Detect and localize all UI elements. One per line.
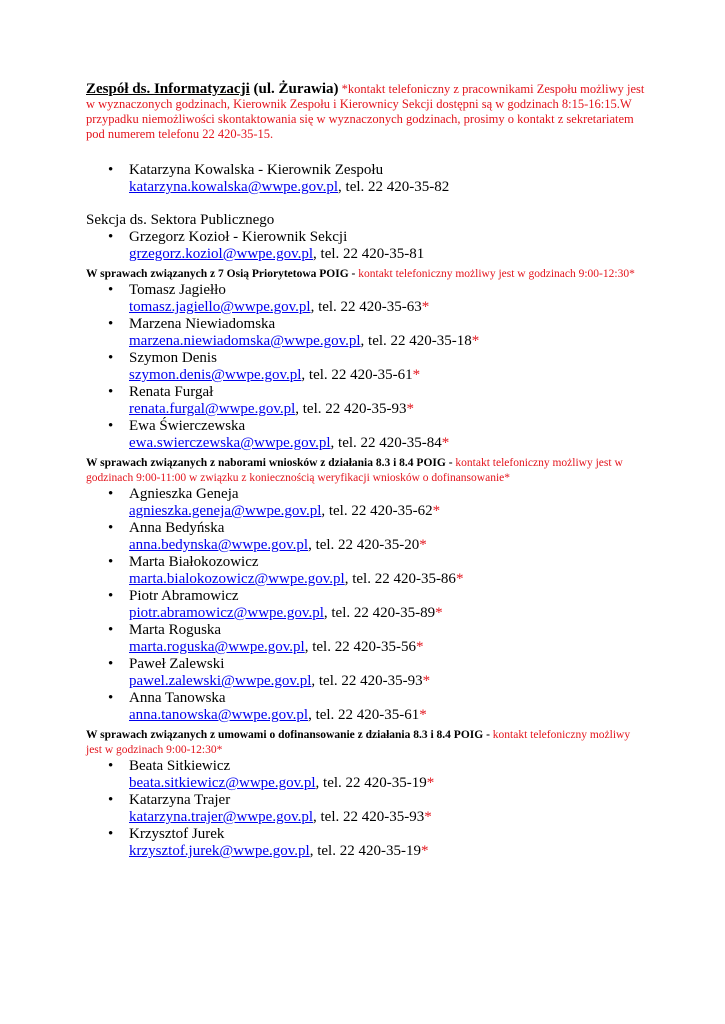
email-link[interactable]: anna.tanowska@wwpe.gov.pl	[129, 707, 309, 723]
asterisk: *	[426, 775, 435, 791]
asterisk: *	[421, 299, 430, 315]
bullet-icon: •	[108, 486, 114, 502]
asterisk: *	[412, 367, 421, 383]
bullet-icon: •	[108, 588, 114, 604]
person-name: Tomasz Jagiełło	[129, 282, 226, 298]
list-item	[86, 690, 646, 724]
list-item	[86, 656, 646, 690]
person-name: Beata Sitkiewicz	[129, 758, 231, 774]
title-location: (ul. Żurawia)	[249, 81, 339, 97]
list-item	[86, 350, 646, 384]
title-underlined: Zespół ds. Informatyzacji	[86, 81, 250, 97]
email-link[interactable]: katarzyna.kowalska@wwpe.gov.pl	[129, 179, 339, 195]
asterisk: *	[424, 809, 432, 825]
group-note	[86, 456, 646, 486]
phone-text: , tel. 22 420-35-84	[330, 435, 442, 451]
email-link[interactable]: pawel.zalewski@wwpe.gov.pl	[129, 673, 312, 689]
phone-text: , tel. 22 420-35-62	[321, 503, 433, 519]
email-link[interactable]: renata.furgal@wwpe.gov.pl	[129, 401, 296, 417]
list-item	[86, 588, 646, 622]
list-item	[86, 758, 646, 792]
person-name: Grzegorz Kozioł - Kierownik Sekcji	[129, 229, 348, 245]
phone-text: , tel. 22 420-35-89	[323, 605, 436, 621]
list-item	[86, 826, 646, 860]
list-item	[86, 418, 646, 452]
bullet-icon: •	[108, 384, 114, 400]
asterisk: *	[435, 605, 443, 621]
group-note	[86, 728, 646, 758]
list-item	[86, 792, 646, 826]
asterisk: *	[419, 707, 427, 723]
list-item	[86, 520, 646, 554]
bullet-icon: •	[108, 656, 114, 672]
asterisk: *	[471, 333, 480, 349]
group-label: W sprawach związanych z naborami wniosków z działania 8.3 i 8.4 POIG -	[86, 457, 456, 469]
person-name: Katarzyna Kowalska - Kierownik Zespołu	[129, 162, 384, 178]
person-name: Paweł Zalewski	[129, 656, 225, 672]
phone-text: , tel. 22 420-35-56	[304, 639, 416, 655]
person-name: Ewa Świerczewska	[129, 418, 246, 434]
bullet-icon: •	[108, 758, 114, 774]
email-link[interactable]: tomasz.jagiello@wwpe.gov.pl	[129, 299, 311, 315]
group-hours: kontakt telefoniczny możliwy jest w godzinach 9:00-11:00 w związku z koniecznością weryfikacji wniosków o dofinansowanie*	[86, 457, 623, 484]
bullet-icon: •	[108, 229, 114, 245]
person-name: Anna Bedyńska	[129, 520, 225, 536]
bullet-icon: •	[108, 282, 114, 298]
person-name: Marta Roguska	[129, 622, 222, 638]
phone-text: , tel. 22 420-35-81	[313, 246, 425, 262]
asterisk: *	[415, 639, 424, 655]
list-item	[86, 229, 646, 263]
person-name: Anna Tanowska	[129, 690, 226, 706]
email-link[interactable]: beata.sitkiewicz@wwpe.gov.pl	[129, 775, 316, 791]
asterisk: *	[406, 401, 414, 417]
phone-text: , tel. 22 420-35-61	[301, 367, 413, 383]
person-name: Szymon Denis	[129, 350, 217, 366]
section-head-list	[86, 229, 646, 263]
phone-text: , tel. 22 420-35-93	[295, 401, 407, 417]
email-link[interactable]: ewa.swierczewska@wwpe.gov.pl	[129, 435, 331, 451]
email-link[interactable]: anna.bedynska@wwpe.gov.pl	[129, 537, 309, 553]
group-hours: kontakt telefoniczny możliwy jest w godzinach 9:00-12:30*	[86, 729, 631, 756]
email-link[interactable]: piotr.abramowicz@wwpe.gov.pl	[129, 605, 324, 621]
email-link[interactable]: krzysztof.jurek@wwpe.gov.pl	[129, 843, 310, 859]
asterisk: *	[419, 537, 427, 553]
bullet-icon: •	[108, 418, 114, 434]
group3-list	[86, 758, 646, 860]
phone-text: , tel. 22 420-35-93	[311, 673, 423, 689]
group-note	[86, 267, 646, 282]
phone-text: , tel. 22 420-35-82	[338, 179, 450, 195]
person-name: Marzena Niewiadomska	[129, 316, 276, 332]
person-name: Krzysztof Jurek	[129, 826, 225, 842]
email-link[interactable]: grzegorz.koziol@wwpe.gov.pl	[129, 246, 314, 262]
page-title	[86, 81, 339, 97]
asterisk: *	[455, 571, 464, 587]
phone-text: , tel. 22 420-35-86	[344, 571, 456, 587]
bullet-icon: •	[108, 350, 114, 366]
bullet-icon: •	[108, 162, 114, 178]
header-note: *kontakt telefoniczny z pracownikami Zespołu możliwy jest w wyznaczonych godzinach, Kierownik Zespołu i Kierownicy Sekcji dostępni są w godzinach 8:15-16:15.W przypadku niemożliwości skontaktowania się w wyznaczonych godzinach, prosimy o kontakt z sekretariatem pod numerem telefonu 22 420-35-15.	[86, 82, 645, 141]
bullet-icon: •	[108, 554, 114, 570]
phone-text: , tel. 22 420-35-20	[308, 537, 420, 553]
group-label: W sprawach związanych z 7 Osią Priorytetowa POIG -	[86, 268, 359, 280]
email-link[interactable]: katarzyna.trajer@wwpe.gov.pl	[129, 809, 314, 825]
asterisk: *	[432, 503, 441, 519]
person-name: Katarzyna Trajer	[129, 792, 231, 808]
group2-list	[86, 486, 646, 724]
person-name: Agnieszka Geneja	[129, 486, 239, 502]
header-block	[86, 82, 646, 142]
phone-text: , tel. 22 420-35-93	[313, 809, 425, 825]
list-item	[86, 282, 646, 316]
document-page	[86, 82, 646, 860]
asterisk: *	[422, 673, 431, 689]
asterisk: *	[441, 435, 450, 451]
team-head-list	[86, 162, 646, 196]
person-name: Marta Białokozowicz	[129, 554, 259, 570]
group1-list	[86, 282, 646, 452]
section-title: Sekcja ds. Sektora Publicznego	[86, 212, 275, 228]
list-item	[86, 622, 646, 656]
email-link[interactable]: marta.roguska@wwpe.gov.pl	[129, 639, 305, 655]
list-item	[86, 162, 646, 196]
phone-text: , tel. 22 420-35-18	[360, 333, 472, 349]
phone-text: , tel. 22 420-35-63	[310, 299, 422, 315]
person-name: Piotr Abramowicz	[129, 588, 239, 604]
group-label: W sprawach związanych z umowami o dofinansowanie z działania 8.3 i 8.4 POIG -	[86, 729, 493, 741]
phone-text: , tel. 22 420-35-61	[308, 707, 420, 723]
phone-text: , tel. 22 420-35-19	[315, 775, 427, 791]
asterisk: *	[420, 843, 429, 859]
group-hours: kontakt telefoniczny możliwy jest w godzinach 9:00-12:30*	[358, 268, 635, 280]
bullet-icon: •	[108, 520, 114, 536]
list-item	[86, 384, 646, 418]
bullet-icon: •	[108, 826, 114, 842]
list-item	[86, 554, 646, 588]
bullet-icon: •	[108, 622, 114, 638]
person-name: Renata Furgał	[129, 384, 214, 400]
list-item	[86, 486, 646, 520]
email-link[interactable]: agnieszka.geneja@wwpe.gov.pl	[129, 503, 322, 519]
bullet-icon: •	[108, 792, 114, 808]
email-link[interactable]: marta.bialokozowicz@wwpe.gov.pl	[129, 571, 345, 587]
list-item	[86, 316, 646, 350]
email-link[interactable]: marzena.niewiadomska@wwpe.gov.pl	[129, 333, 361, 349]
email-link[interactable]: szymon.denis@wwpe.gov.pl	[129, 367, 302, 383]
bullet-icon: •	[108, 690, 114, 706]
phone-text: , tel. 22 420-35-19	[309, 843, 421, 859]
bullet-icon: •	[108, 316, 114, 332]
